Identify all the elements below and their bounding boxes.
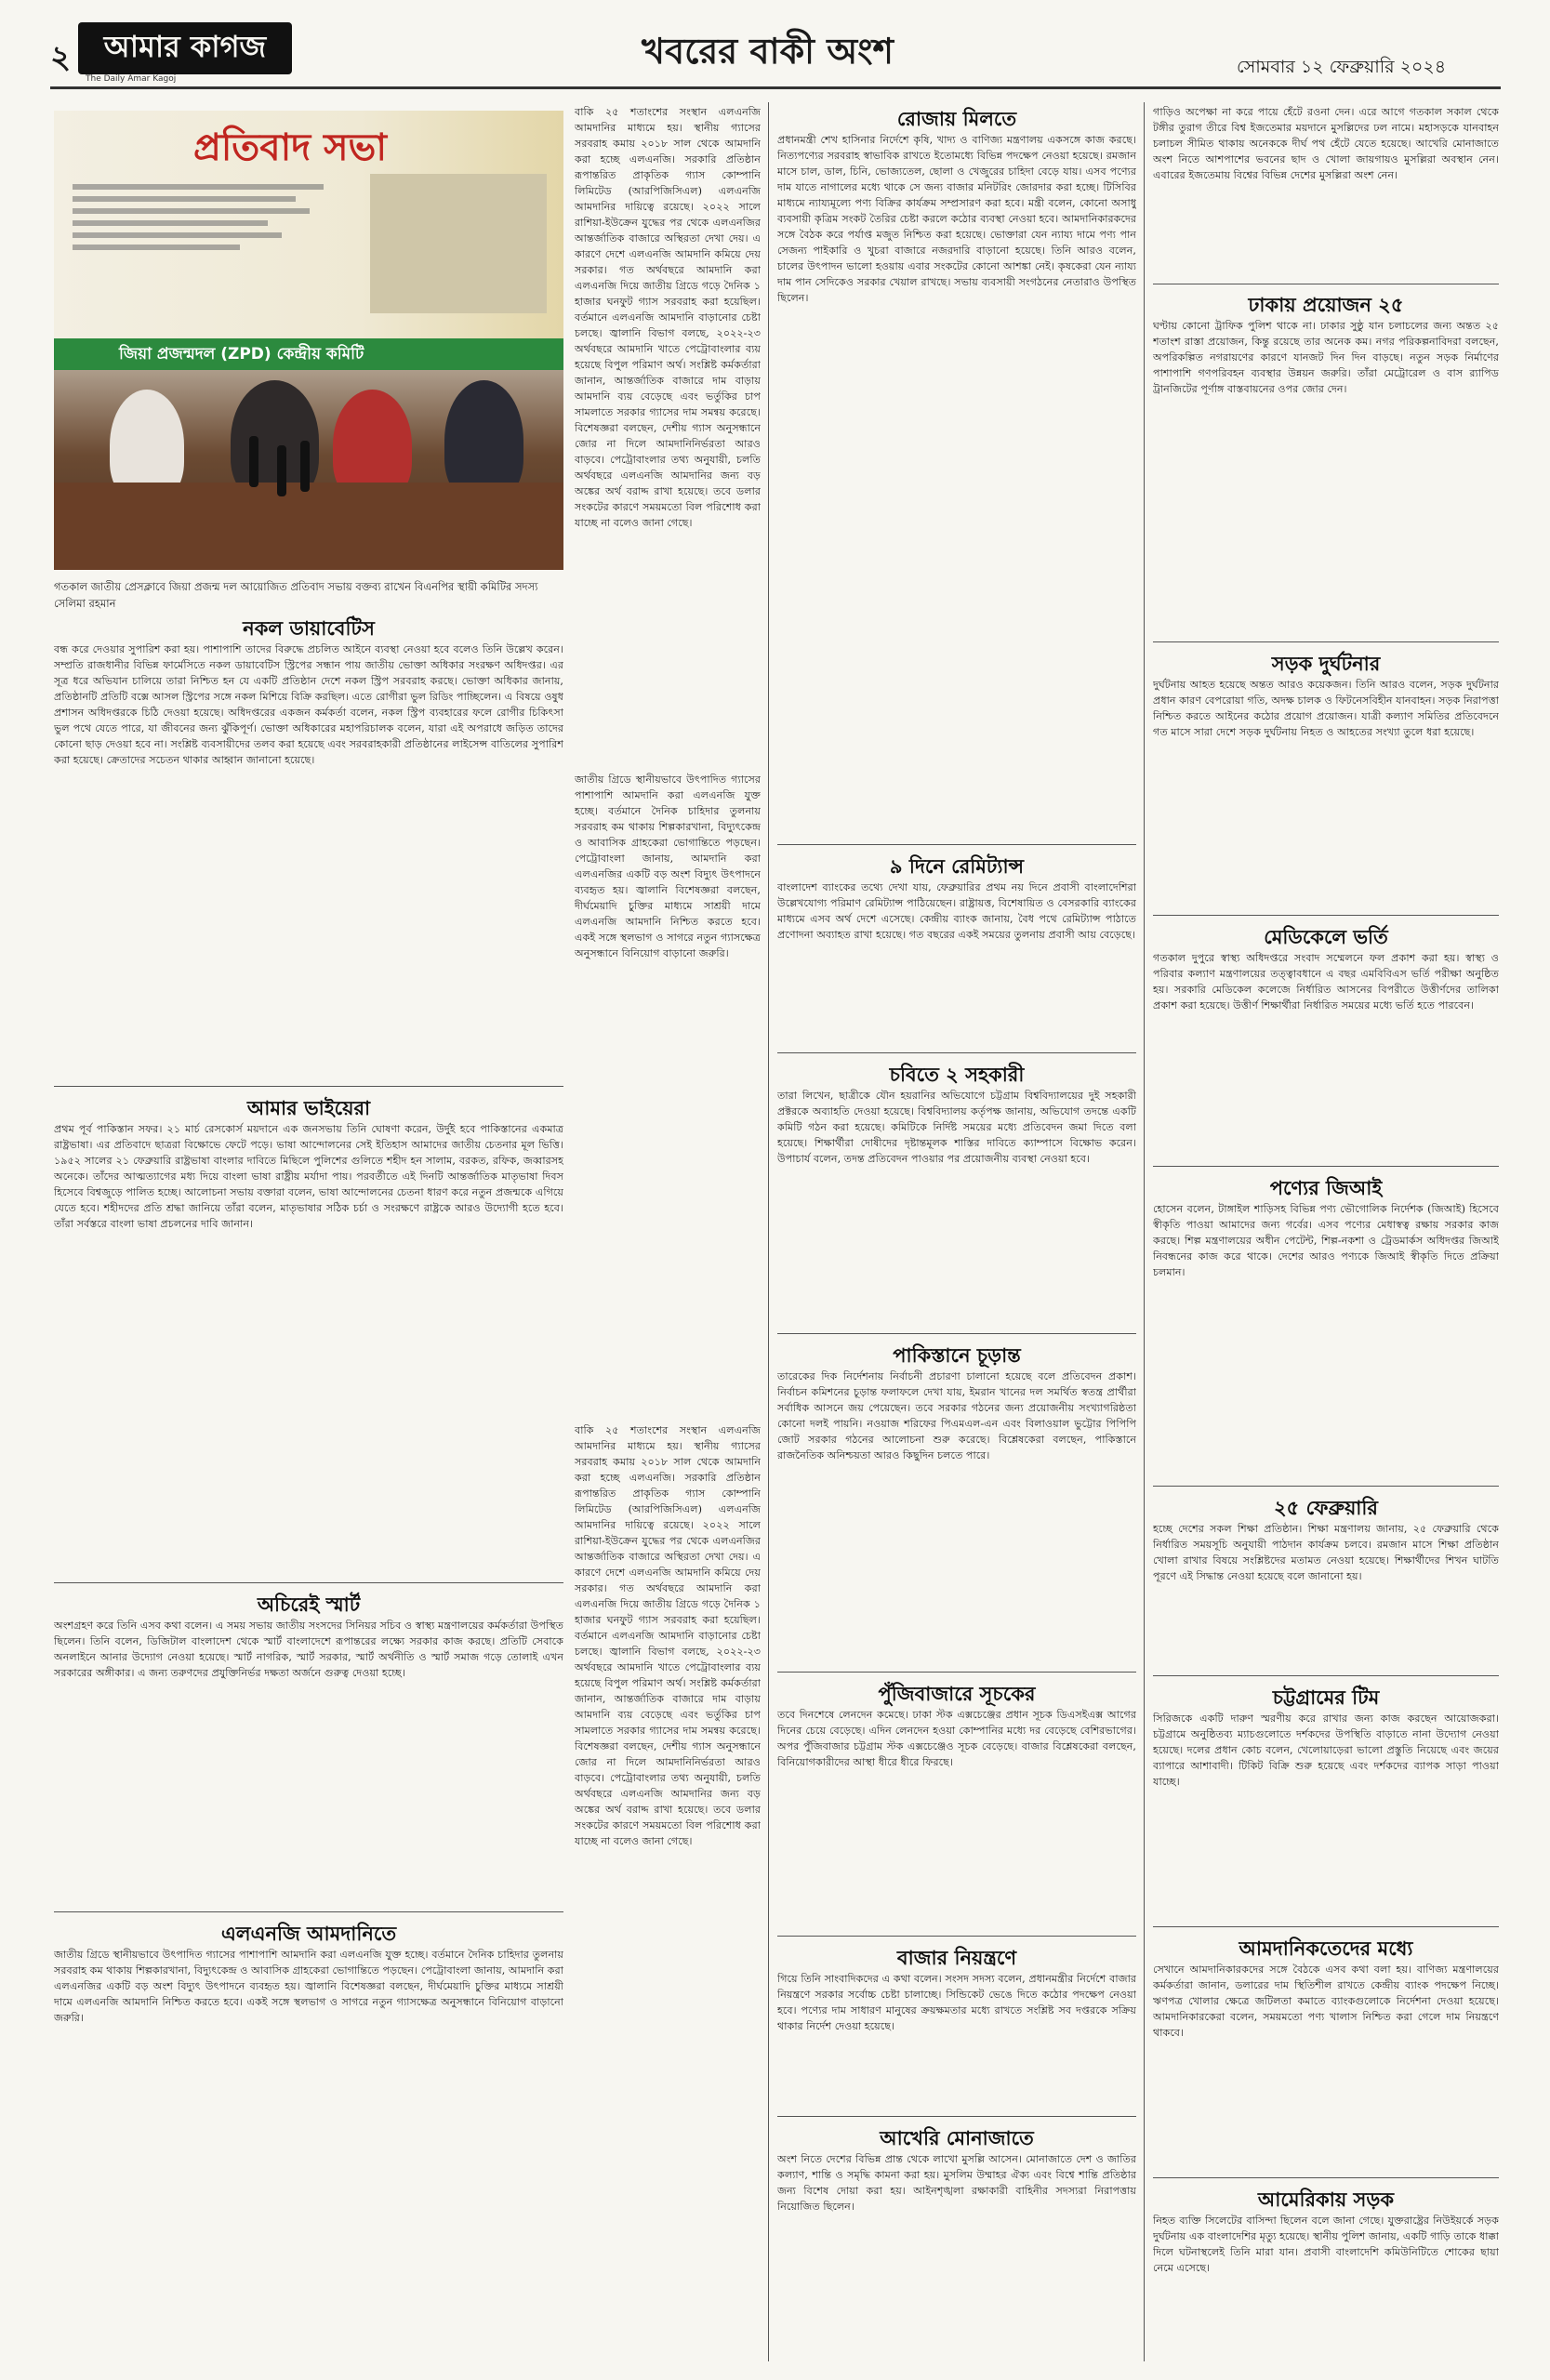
article-title: চট্টগ্রামের টিম bbox=[1272, 1686, 1380, 1709]
issue-date: সোমবার ১২ ফেব্রুয়ারি ২০২৪ bbox=[1237, 57, 1447, 77]
article-body: প্রধানমন্ত্রী শেখ হাসিনার নির্দেশে কৃষি, খাদ্য ও বাণিজ্য মন্ত্রণালয় একসঙ্গে কাজ করছে। নিত্যপণ্যের সরবরাহ স্বাভাবিক রাখতে ইতোমধ্যে বিভিন্ন পদক্ষেপ নেওয়া হয়েছে। রমজান মাসে চাল, ডাল, চিনি, ভোজ্যতেল, ছোলা ও খেজুরের চাহিদা বেড়ে যায়। এসব পণ্যের দাম যাতে নাগালের মধ্যে থাকে সে জন্য বাজার মনিটরিং জোরদার করা হচ্ছে। টিসিবির মাধ্যমে ন্যায্যমূল্যে পণ্য বিক্রির কার্যক্রম সম্প্রসারণ করা হবে। মন্ত্রী বলেন, কোনো অসাধু ব্যবসায়ী কৃত্রিম সংকট তৈরির চেষ্টা করলে কঠোর ব্যবস্থা নেওয়া হবে। আমদানিকারকদের সঙ্গে বৈঠক করে পর্যাপ্ত মজুত নিশ্চিত করা হয়েছে। ভোক্তারা যেন ন্যায্য দামে পণ্য পান সেজন্য পাইকারি ও খুচরা বাজারে নজরদারি বাড়ানো হয়েছে। তিনি আরও বলেন, চালের উৎপাদন ভালো হওয়ায় এবার সংকটের কোনো আশঙ্কা নেই। কৃষকেরা যেন ন্যায্য দাম পান সেদিকেও সরকার খেয়াল রাখছে। সভায় ব্যবসায়ী সংগঠনের নেতারাও উপস্থিত ছিলেন। bbox=[777, 134, 1136, 304]
rule bbox=[777, 1333, 1136, 1334]
article-body: হচ্ছে দেশের সকল শিক্ষা প্রতিষ্ঠান। শিক্ষা মন্ত্রণালয় জানায়, ২৫ ফেব্রুয়ারি থেকে নির্ধারিত সময়সূচি অনুযায়ী পাঠদান কার্যক্রম চলবে। রমজান মাসে শিক্ষা প্রতিষ্ঠান খোলা রাখার বিষয়ে সংশ্লিষ্টদের মতামত নেওয়া হয়েছে। শিক্ষার্থীদের শিখন ঘাটতি পূরণে এই সিদ্ধান্ত নেওয়া হয়েছে বলে জানানো হয়। bbox=[1153, 1523, 1499, 1582]
photo-banner bbox=[54, 111, 563, 343]
rule bbox=[1153, 915, 1499, 916]
article-title: আমেরিকায় সড়ক bbox=[1257, 2188, 1395, 2211]
article-body: দুর্ঘটনায় আহত হয়েছে অন্তত আরও কয়েকজন। তিনি আরও বলেন, সড়ক দুর্ঘটনার প্রধান কারণ বেপরোয়া গতি, অদক্ষ চালক ও ফিটনেসবিহীন যানবাহন। সড়ক নিরাপত্তা নিশ্চিত করতে আইনের কঠোর প্রয়োগ প্রয়োজন। যাত্রী কল্যাণ সমিতির প্রতিবেদনে গত মাসে সারা দেশে সড়ক দুর্ঘটনায় নিহত ও আহতের সংখ্যা তুলে ধরা হয়েছে। bbox=[1153, 679, 1499, 738]
article-body: গাড়িও অপেক্ষা না করে পায়ে হেঁটে রওনা দেন। এরে আগে গতকাল সকাল থেকে টঙ্গীর তুরাগ তীরে বিশ্ব ইজতেমার ময়দানে মুসল্লিদের ঢল নামে। মহাসড়কে যানবাহন চলাচল সীমিত থাকায় অনেককে দীর্ঘ পথ হেঁটে যেতে হয়েছে। আখেরি মোনাজাতে অংশ নিতে আশপাশের ভবনের ছাদ ও খোলা জায়গায়ও মুসল্লিরা অবস্থান নেন। এবারের ইজতেমায় বিশ্বের বিভিন্ন দেশের মুসল্লিরা অংশ নেন। bbox=[1153, 106, 1499, 181]
article-body: নিহত ব্যক্তি সিলেটের বাসিন্দা ছিলেন বলে জানা গেছে। যুক্তরাষ্ট্রের নিউইয়র্কে সড়ক দুর্ঘটনায় এক বাংলাদেশির মৃত্যু হয়েছে। স্থানীয় পুলিশ জানায়, একটি গাড়ি তাকে ধাক্কা দিলে ঘটনাস্থলেই তিনি মারা যান। প্রবাসী বাংলাদেশি কমিউনিটিতে শোকের ছায়া নেমে এসেছে। bbox=[1153, 2215, 1499, 2274]
microphone-icon bbox=[249, 436, 258, 487]
article-body: হোসেন বলেন, টাঙ্গাইল শাড়িসহ বিভিন্ন পণ্য ভৌগোলিক নির্দেশক (জিআই) হিসেবে স্বীকৃতি পাওয়া আমাদের জন্য গর্বের। এসব পণ্যের মেধাস্বত্ব রক্ষায় সরকার কাজ করছে। শিল্প মন্ত্রণালয়ের অধীন পেটেন্ট, শিল্প-নকশা ও ট্রেডমার্কস অধিদপ্তর জিআই নিবন্ধনের কাজ করে থাকে। দেশের আরও পণ্যকে জিআই স্বীকৃতি দিতে প্রক্রিয়া চলমান। bbox=[1153, 1203, 1499, 1278]
article-body: সেখানে আমদানিকারকদের সঙ্গে বৈঠকে এসব কথা বলা হয়। বাণিজ্য মন্ত্রণালয়ের কর্মকর্তারা জানান, ডলারের দাম স্থিতিশীল রাখতে কেন্দ্রীয় ব্যাংক পদক্ষেপ নিচ্ছে। ঋণপত্র খোলার ক্ষেত্রে জটিলতা কমাতে ব্যাংকগুলোকে নির্দেশনা দেওয়া হয়েছে। আমদানিকারকেরা বলেন, সময়মতো পণ্য খালাস নিশ্চিত করা গেলে দাম নিয়ন্ত্রণে থাকবে। bbox=[1153, 1964, 1499, 2039]
photo-banner-org: জিয়া প্রজন্মদল (ZPD) কেন্দ্রীয় কমিটি bbox=[54, 338, 563, 370]
article-body: বাকি ২৫ শতাংশের সংস্থান এলএনজি আমদানির মাধ্যমে হয়। স্থানীয় গ্যাসের সরবরাহ কমায় ২০১৮ সাল থেকে আমদানি করা হচ্ছে এলএনজি। সরকারি প্রতিষ্ঠান রূপান্তরিত প্রাকৃতিক গ্যাস কোম্পানি লিমিটেড (আরপিজিসিএল) এলএনজি আমদানির দায়িত্বে রয়েছে। ২০২২ সালে রাশিয়া-ইউক্রেন যুদ্ধের পর থেকে এলএনজির আন্তর্জাতিক বাজারে অস্থিরতা দেখা দেয়। এ কারণে দেশে এলএনজি আমদানি কমিয়ে দেয় সরকার। গত অর্থবছরে আমদানি করা এলএনজি দিয়ে জাতীয় গ্রিডে গড়ে দৈনিক ১ হাজার ঘনফুট গ্যাস সরবরাহ করা হয়েছিল। বর্তমানে এলএনজি আমদানি বাড়ানোর চেষ্টা চলছে। জ্বালানি বিভাগ বলছে, ২০২২-২৩ অর্থবছরে আমদানি খাতে পেট্রোবাংলার ব্যয় হয়েছে বিপুল পরিমাণ অর্থ। সংশ্লিষ্ট কর্মকর্তারা জানান, আন্তর্জাতিক বাজারে দাম বাড়ায় আমদানি ব্যয় বেড়েছে এবং ভর্তুকির চাপ সামলাতে সরকার গ্যাসের দাম সমন্বয় করেছে। বিশেষজ্ঞরা বলছেন, দেশীয় গ্যাস অনুসন্ধানে জোর না দিলে আমদানিনির্ভরতা আরও বাড়বে। পেট্রোবাংলার তথ্য অনুযায়ী, চলতি অর্থবছরে এলএনজি আমদানির জন্য বড় অঙ্কের অর্থ বরাদ্দ রাখা হয়েছে। তবে ডলার সংকটের কারণে সময়মতো বিল পরিশোধ করা যাচ্ছে না বলেও জানা গেছে। bbox=[575, 106, 761, 529]
article-title: আখেরি মোনাজাতে bbox=[880, 2127, 1034, 2149]
column-divider bbox=[768, 102, 769, 2361]
article-title: বাজার নিয়ন্ত্রণে bbox=[896, 1947, 1017, 1969]
rule bbox=[1153, 2177, 1499, 2178]
masthead-rule bbox=[50, 86, 1501, 89]
article-title: পুঁজিবাজারে সূচকের bbox=[878, 1683, 1036, 1705]
page-number: ২ bbox=[50, 39, 72, 76]
column-divider bbox=[1144, 102, 1145, 2361]
article-title: অচিরেই স্মার্ট bbox=[257, 1593, 361, 1616]
article-body: ঘণ্টায় কোনো ট্রাফিক পুলিশ থাকে না। ঢাকার সুষ্ঠু যান চলাচলের জন্য অন্তত ২৫ শতাংশ রাস্তা প্রয়োজন, কিন্তু রয়েছে তার অনেক কম। নগর পরিকল্পনাবিদরা বলছেন, অপরিকল্পিত নগরায়ণের কারণে যানজট দিন দিন বাড়ছে। নতুন সড়ক নির্মাণের পাশাপাশি গণপরিবহন ব্যবস্থার উন্নয়ন জরুরি। তাঁরা মেট্রোরেল ও বাস র‌্যাপিড ট্রানজিটের পূর্ণাঙ্গ বাস্তবায়নের ওপর জোর দেন। bbox=[1153, 320, 1499, 395]
article-title: ৯ দিনে রেমিট্যান্স bbox=[889, 855, 1025, 878]
article-body: তারা লিখেন, ছাত্রীকে যৌন হয়রানির অভিযোগে চট্টগ্রাম বিশ্ববিদ্যালয়ের দুই সহকারী প্রক্টরকে অব্যাহতি দেওয়া হয়েছে। বিশ্ববিদ্যালয় কর্তৃপক্ষ জানায়, অভিযোগ তদন্তে একটি কমিটি গঠন করা হয়েছে। কমিটিকে নির্দিষ্ট সময়ের মধ্যে প্রতিবেদন জমা দিতে বলা হয়েছে। শিক্ষার্থীরা দোষীদের দৃষ্টান্তমূলক শাস্তির দাবিতে ক্যাম্পাসে বিক্ষোভ করেন। উপাচার্য বলেন, তদন্ত প্রতিবেদন পাওয়ার পর প্রয়োজনীয় ব্যবস্থা নেওয়া হবে। bbox=[777, 1090, 1136, 1165]
article-title: নকল ডায়াবেটিস bbox=[243, 617, 375, 640]
article-body: গতকাল দুপুরে স্বাস্থ্য অধিদপ্তরে সংবাদ সম্মেলনে ফল প্রকাশ করা হয়। স্বাস্থ্য ও পরিবার কল্যাণ মন্ত্রণালয়ের তত্ত্বাবধানে এ বছর এমবিবিএস ভর্তি পরীক্ষা অনুষ্ঠিত হয়। সরকারি মেডিকেল কলেজে নির্ধারিত আসনের বিপরীতে উত্তীর্ণদের তালিকা প্রকাশ করা হয়েছে। উত্তীর্ণ শিক্ষার্থীরা নির্ধারিত সময়ের মধ্যে ভর্তি হতে পারবেন। bbox=[1153, 952, 1499, 1012]
newspaper-logo: আমার কাগজ bbox=[78, 22, 292, 74]
rule bbox=[1153, 1166, 1499, 1167]
article-body: সিরিজকে একটি দারুণ স্মরণীয় করে রাখার জন্য কাজ করছেন আয়োজকরা। চট্টগ্রামে অনুষ্ঠিতব্য ম্যাচগুলোতে দর্শকদের উপস্থিতি বাড়াতে নানা উদ্যোগ নেওয়া হয়েছে। দলের প্রধান কোচ বলেন, খেলোয়াড়েরা ভালো প্রস্তুতি নিয়েছে এবং জয়ের ব্যাপারে আশাবাদী। টিকিট বিক্রি শুরু হয়েছে এবং দর্শকদের ব্যাপক সাড়া পাওয়া যাচ্ছে। bbox=[1153, 1712, 1499, 1788]
article-title: রোজায় মিলতে bbox=[896, 108, 1017, 130]
rule bbox=[777, 1936, 1136, 1937]
article-title: মেডিকেলে ভর্তি bbox=[1264, 926, 1388, 948]
podium-table bbox=[54, 483, 563, 570]
article-body: বাংলাদেশ ব্যাংকের তথ্যে দেখা যায়, ফেব্রুয়ারির প্রথম নয় দিনে প্রবাসী বাংলাদেশিরা উল্লেখযোগ্য পরিমাণ রেমিট্যান্স পাঠিয়েছেন। রাষ্ট্রায়ত্ত, বিশেষায়িত ও বেসরকারি ব্যাংকের মাধ্যমে এসব অর্থ দেশে এসেছে। কেন্দ্রীয় ব্যাংক জানায়, বৈধ পথে রেমিট্যান্স পাঠাতে প্রণোদনা অব্যাহত রাখা হয়েছে। গত বছরের একই সময়ের তুলনায় প্রবাসী আয় বেড়েছে। bbox=[777, 881, 1136, 941]
rule bbox=[1153, 1675, 1499, 1676]
rule bbox=[1153, 1486, 1499, 1487]
rule bbox=[1153, 1926, 1499, 1927]
article-body: তারেকের দিক নির্দেশনায় নির্বাচনী প্রচারণা চালানো হয়েছে বলে প্রতিবেদন প্রকাশ। নির্বাচন কমিশনের চূড়ান্ত ফলাফলে দেখা যায়, ইমরান খানের দল সমর্থিত স্বতন্ত্র প্রার্থীরা সর্বাধিক আসনে জয় পেয়েছেন। তবে সরকার গঠনের জন্য প্রয়োজনীয় সংখ্যাগরিষ্ঠতা কোনো দলই পায়নি। নওয়াজ শরিফের পিএমএল-এন এবং বিলাওয়াল ভুট্টোর পিপিপি জোট সরকার গঠনের আলোচনা শুরু করেছে। বিশ্লেষকেরা বলছেন, পাকিস্তানে রাজনৈতিক অনিশ্চয়তা আরও কিছুদিন চলতে পারে। bbox=[777, 1370, 1136, 1461]
photo-caption: গতকাল জাতীয় প্রেসক্লাবে জিয়া প্রজন্ম দল আয়োজিত প্রতিবাদ সভায় বক্তব্য রাখেন বিএনপির স্থায়ী কমিটির সদস্য সেলিমা রহমান bbox=[54, 580, 538, 610]
article-title: সড়ক দুর্ঘটনার bbox=[1271, 653, 1381, 675]
news-photo bbox=[54, 111, 563, 570]
rule bbox=[1153, 641, 1499, 642]
rule bbox=[54, 1086, 563, 1087]
microphone-icon bbox=[300, 441, 310, 492]
section-title: খবরের বাকী অংশ bbox=[642, 31, 894, 72]
article-body: অংশগ্রহণ করে তিনি এসব কথা বলেন। এ সময় সভায় জাতীয় সংসদের সিনিয়র সচিব ও স্বাস্থ্য মন্ত্রণালয়ের কর্মকর্তারা উপস্থিত ছিলেন। তিনি বলেন, ডিজিটাল বাংলাদেশ থেকে স্মার্ট বাংলাদেশে রূপান্তরের লক্ষ্যে সরকার কাজ করছে। প্রতিটি সেবাকে অনলাইনে আনার উদ্যোগ নেওয়া হয়েছে। স্মার্ট নাগরিক, স্মার্ট সরকার, স্মার্ট অর্থনীতি ও স্মার্ট সমাজ গড়ে তোলাই এখন সরকারের অঙ্গীকার। এ জন্য তরুণদের প্রযুক্তিনির্ভর দক্ষতা অর্জনে গুরুত্ব দেওয়া হচ্ছে। bbox=[54, 1620, 563, 1679]
article-body: বন্ধ করে দেওয়ার সুপারিশ করা হয়। পাশাপাশি তাদের বিরুদ্ধে প্রচলিত আইনে ব্যবস্থা নেওয়া হবে বলেও তিনি উল্লেখ করেন। সম্প্রতি রাজধানীর বিভিন্ন ফার্মেসিতে নকল ডায়াবেটিস স্ট্রিপের সন্ধান পায় জাতীয় ভোক্তা অধিকার সংরক্ষণ অধিদপ্তর। এর সূত্র ধরে অভিযান চালিয়ে তারা নিশ্চিত হন যে একটি প্রতিষ্ঠান দেশে নকল স্ট্রিপ সরবরাহ করছে। ভোক্তা অধিকার জানায়, প্রতিষ্ঠানটি প্রতিটি বক্সে আসল স্ট্রিপের সঙ্গে নকল মিশিয়ে বিক্রি করছিল। এতে রোগীরা ভুল রিডিং পাচ্ছিলেন। এ বিষয়ে ওষুধ প্রশাসন অধিদপ্তরকে চিঠি দেওয়া হয়েছে। অধিদপ্তরের একজন কর্মকর্তা বলেন, নকল স্ট্রিপ ব্যবহারের ফলে রোগীর চিকিৎসা ভুল পথে যেতে পারে, যা জীবনের জন্য ঝুঁকিপূর্ণ। ভোক্তা অধিকারের মহাপরিচালক বলেন, যারা এই অপরাধে জড়িত তাদের কোনো ছাড় দেওয়া হবে না। সংশ্লিষ্ট ব্যবসায়ীদের তলব করা হয়েছে এবং সরবরাহকারী প্রতিষ্ঠানের লাইসেন্স বাতিলের সুপারিশ করা হয়েছে। ক্রেতাদের সচেতন থাকার আহ্বান জানানো হয়েছে। bbox=[54, 643, 563, 766]
article-title: চবিতে ২ সহকারী bbox=[889, 1064, 1025, 1086]
banner-portraits bbox=[370, 174, 547, 313]
article-title: পাকিস্তানে চূড়ান্ত bbox=[893, 1344, 1021, 1367]
newspaper-logo-subtitle: The Daily Amar Kagoj bbox=[86, 74, 177, 84]
rule bbox=[54, 1911, 563, 1912]
article-title: আমার ভাইয়েরা bbox=[246, 1097, 371, 1119]
photo-banner-title: প্রতিবাদ সভা bbox=[193, 126, 387, 169]
article-body: তবে দিনশেষে লেনদেন কমেছে। ঢাকা স্টক এক্সচেঞ্জের প্রধান সূচক ডিএসইএক্স আগের দিনের চেয়ে বেড়েছে। এদিন লেনদেন হওয়া কোম্পানির মধ্যে দর বেড়েছে বেশিরভাগের। অপর পুঁজিবাজার চট্টগ্রাম স্টক এক্সচেঞ্জেও সূচক বেড়েছে। বাজার বিশ্লেষকেরা বলছেন, বিনিয়োগকারীদের আস্থা ধীরে ধীরে ফিরছে। bbox=[777, 1709, 1136, 1768]
rule bbox=[54, 1582, 563, 1583]
article-title: ঢাকায় প্রয়োজন ২৫ bbox=[1248, 294, 1404, 316]
article-body: জাতীয় গ্রিডে স্থানীয়ভাবে উৎপাদিত গ্যাসের পাশাপাশি আমদানি করা এলএনজি যুক্ত হচ্ছে। বর্তমানে দৈনিক চাহিদার তুলনায় সরবরাহ কম থাকায় শিল্পকারখানা, বিদ্যুৎকেন্দ্র ও আবাসিক গ্রাহকেরা ভোগান্তিতে পড়ছেন। পেট্রোবাংলা জানায়, আমদানি করা এলএনজির একটি বড় অংশ বিদ্যুৎ উৎপাদনে ব্যবহৃত হয়। জ্বালানি বিশেষজ্ঞরা বলছেন, দীর্ঘমেয়াদি চুক্তির মাধ্যমে সাশ্রয়ী দামে এলএনজি আমদানি নিশ্চিত করতে হবে। একই সঙ্গে স্থলভাগ ও সাগরে নতুন গ্যাসক্ষেত্র অনুসন্ধানে বিনিয়োগ বাড়ানো জরুরি। bbox=[54, 1949, 563, 2024]
rule bbox=[777, 2116, 1136, 2117]
rule bbox=[777, 1672, 1136, 1673]
article-body: জাতীয় গ্রিডে স্থানীয়ভাবে উৎপাদিত গ্যাসের পাশাপাশি আমদানি করা এলএনজি যুক্ত হচ্ছে। বর্তমানে দৈনিক চাহিদার তুলনায় সরবরাহ কম থাকায় শিল্পকারখানা, বিদ্যুৎকেন্দ্র ও আবাসিক গ্রাহকেরা ভোগান্তিতে পড়ছেন। পেট্রোবাংলা জানায়, আমদানি করা এলএনজির একটি বড় অংশ বিদ্যুৎ উৎপাদনে ব্যবহৃত হয়। জ্বালানি বিশেষজ্ঞরা বলছেন, দীর্ঘমেয়াদি চুক্তির মাধ্যমে সাশ্রয়ী দামে এলএনজি আমদানি নিশ্চিত করতে হবে। একই সঙ্গে স্থলভাগ ও সাগরে নতুন গ্যাসক্ষেত্র অনুসন্ধানে বিনিয়োগ বাড়ানো জরুরি। bbox=[575, 774, 761, 959]
article-title: আমদানিকতেদের মধ্যে bbox=[1239, 1937, 1413, 1960]
article-body: প্রথম পূর্ব পাকিস্তান সফর। ২১ মার্চ রেসকোর্স ময়দানে এক জনসভায় তিনি ঘোষণা করেন, উর্দুই হবে পাকিস্তানের একমাত্র রাষ্ট্রভাষা। এর প্রতিবাদে ছাত্ররা বিক্ষোভে ফেটে পড়ে। ভাষা আন্দোলনের সেই ইতিহাস আমাদের জাতীয় চেতনার মূল ভিত্তি। ১৯৫২ সালের ২১ ফেব্রুয়ারি রাষ্ট্রভাষা বাংলার দাবিতে মিছিলে পুলিশের গুলিতে শহীদ হন সালাম, বরকত, রফিক, জব্বারসহ অনেকে। তাঁদের আত্মত্যাগের মধ্য দিয়ে বাংলা ভাষা রাষ্ট্রীয় মর্যাদা পায়। পরবর্তীতে এই দিনটি আন্তর্জাতিক মাতৃভাষা দিবস হিসেবে বিশ্বজুড়ে পালিত হচ্ছে। আলোচনা সভায় বক্তারা বলেন, ভাষা আন্দোলনের চেতনা ধারণ করে নতুন প্রজন্মকে এগিয়ে যেতে হবে। শহীদদের প্রতি শ্রদ্ধা জানিয়ে তাঁরা বলেন, মাতৃভাষার সঠিক চর্চা ও সংরক্ষণে রাষ্ট্রকে আরও উদ্যোগী হতে হবে। তাঁরা সর্বস্তরে বাংলা ভাষা প্রচলনের দাবি জানান। bbox=[54, 1123, 563, 1230]
article-body: অংশ নিতে দেশের বিভিন্ন প্রান্ত থেকে লাখো মুসল্লি আসেন। মোনাজাতে দেশ ও জাতির কল্যাণ, শান্তি ও সমৃদ্ধি কামনা করা হয়। মুসলিম উম্মাহর ঐক্য এবং বিশ্বে শান্তি প্রতিষ্ঠার জন্য বিশেষ দোয়া করা হয়। আইনশৃঙ্খলা রক্ষাকারী বাহিনীর সদস্যরা নিরাপত্তায় নিয়োজিত ছিলেন। bbox=[777, 2153, 1136, 2213]
rule bbox=[777, 1052, 1136, 1053]
article-title: ২৫ ফেব্রুয়ারি bbox=[1274, 1497, 1378, 1519]
article-body: বাকি ২৫ শতাংশের সংস্থান এলএনজি আমদানির মাধ্যমে হয়। স্থানীয় গ্যাসের সরবরাহ কমায় ২০১৮ সাল থেকে আমদানি করা হচ্ছে এলএনজি। সরকারি প্রতিষ্ঠান রূপান্তরিত প্রাকৃতিক গ্যাস কোম্পানি লিমিটেড (আরপিজিসিএল) এলএনজি আমদানির দায়িত্বে রয়েছে। ২০২২ সালে রাশিয়া-ইউক্রেন যুদ্ধের পর থেকে এলএনজির আন্তর্জাতিক বাজারে অস্থিরতা দেখা দেয়। এ কারণে দেশে এলএনজি আমদানি কমিয়ে দেয় সরকার। গত অর্থবছরে আমদানি করা এলএনজি দিয়ে জাতীয় গ্রিডে গড়ে দৈনিক ১ হাজার ঘনফুট গ্যাস সরবরাহ করা হয়েছিল। বর্তমানে এলএনজি আমদানি বাড়ানোর চেষ্টা চলছে। জ্বালানি বিভাগ বলছে, ২০২২-২৩ অর্থবছরে আমদানি খাতে পেট্রোবাংলার ব্যয় হয়েছে বিপুল পরিমাণ অর্থ। সংশ্লিষ্ট কর্মকর্তারা জানান, আন্তর্জাতিক বাজারে দাম বাড়ায় আমদানি ব্যয় বেড়েছে এবং ভর্তুকির চাপ সামলাতে সরকার গ্যাসের দাম সমন্বয় করেছে। বিশেষজ্ঞরা বলছেন, দেশীয় গ্যাস অনুসন্ধানে জোর না দিলে আমদানিনির্ভরতা আরও বাড়বে। পেট্রোবাংলার তথ্য অনুযায়ী, চলতি অর্থবছরে এলএনজি আমদানির জন্য বড় অঙ্কের অর্থ বরাদ্দ রাখা হয়েছে। তবে ডলার সংকটের কারণে সময়মতো বিল পরিশোধ করা যাচ্ছে না বলেও জানা গেছে। bbox=[575, 1424, 761, 1847]
article-title: পণ্যের জিআই bbox=[1269, 1177, 1383, 1199]
rule bbox=[777, 844, 1136, 845]
masthead bbox=[0, 0, 1550, 88]
article-body: গিয়ে তিনি সাংবাদিকদের এ কথা বলেন। সংসদ সদস্য বলেন, প্রধানমন্ত্রীর নির্দেশে বাজার নিয়ন্ত্রণে সরকার সর্বোচ্চ চেষ্টা চালাচ্ছে। সিন্ডিকেট ভেঙে দিতে কঠোর পদক্ষেপ নেওয়া হবে। পণ্যের দাম সাধারণ মানুষের ক্রয়ক্ষমতার মধ্যে রাখতে সংশ্লিষ্ট সব দপ্তরকে সক্রিয় থাকার নির্দেশ দেওয়া হয়েছে। bbox=[777, 1973, 1136, 2032]
article-title: এলএনজি আমদানিতে bbox=[220, 1923, 397, 1945]
microphone-icon bbox=[277, 445, 286, 496]
